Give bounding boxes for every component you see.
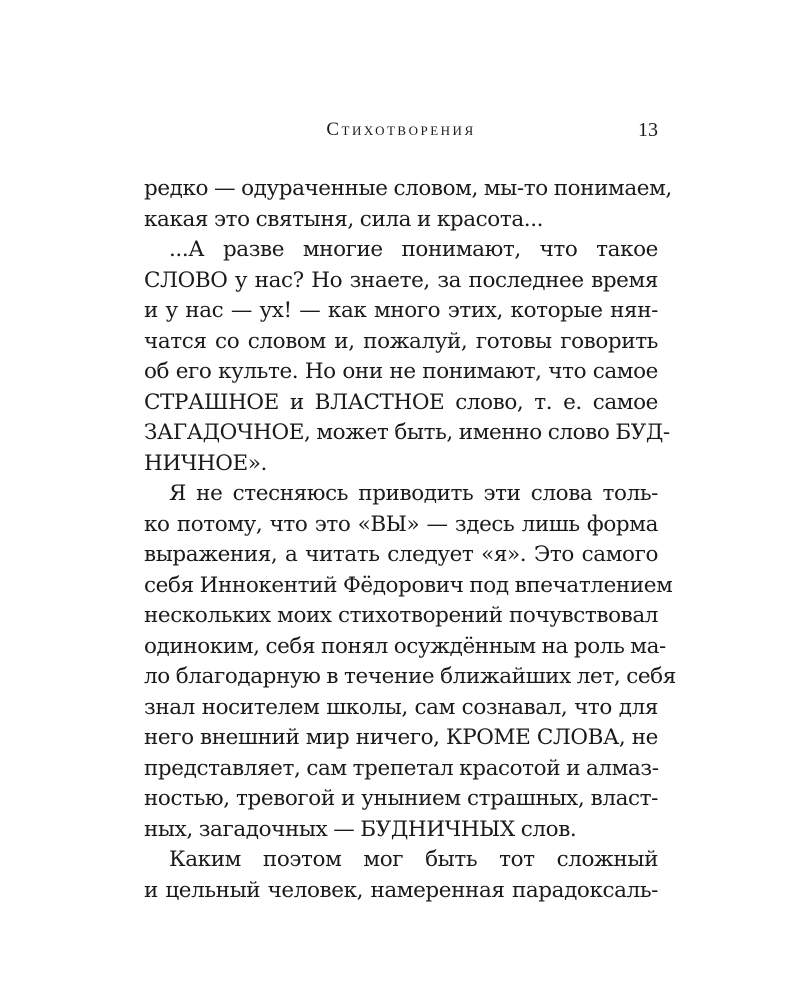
text-line: себя Иннокентий Фёдорович под впечатлением — [144, 572, 673, 598]
text-line: Каким поэтом мог быть тот сложный — [169, 847, 658, 872]
running-header — [144, 118, 658, 142]
text-line: выражения, а читать следует «я». Это самого — [144, 542, 658, 567]
text-line: какая это святыня, сила и красота... — [144, 206, 544, 232]
text-line: ...А разве многие понимают, что такое — [169, 237, 658, 262]
text-line: НИЧНОЕ». — [144, 450, 267, 476]
text-line: об его культе. Но они не понимают, что самое — [144, 359, 658, 384]
text-line: ло благодарную в течение ближайших лет, себя — [144, 664, 676, 689]
text-line: редко — одураченные словом, мы-то понимаем, — [144, 176, 672, 201]
text-line: и у нас — ух! — как много этих, которые нян- — [144, 298, 658, 323]
text-line: нескольких моих стихотворений почувствовал — [144, 603, 658, 628]
text-line: СЛОВО у нас? Но знаете, за последнее время — [144, 267, 658, 293]
text-line: представляет, сам трепетал красотой и алмаз- — [144, 755, 659, 781]
text-line: Я не стесняюсь приводить эти слова толь- — [169, 481, 658, 506]
body-text — [144, 174, 676, 906]
running-title: Стихотворения — [326, 119, 476, 140]
text-line: него внешний мир ничего, КРОМЕ СЛОВА, не — [144, 725, 658, 750]
text-line: СТРАШНОЕ и ВЛАСТНОЕ слово, т. е. самое — [144, 389, 658, 415]
text-line: и цельный человек, намеренная парадоксаль- — [144, 877, 658, 903]
text-line: ЗАГАДОЧНОЕ, может быть, именно слово БУД- — [144, 420, 670, 445]
text-line: ностью, тревогой и унынием страшных, власт- — [144, 786, 658, 811]
text-line: ных, загадочных — БУДНИЧНЫХ слов. — [144, 816, 577, 842]
text-line: ко потому, что это «ВЫ» — здесь лишь форма — [144, 511, 658, 537]
text-line: знал носителем школы, сам сознавал, что для — [144, 694, 658, 720]
text-line: чатся со словом и, пожалуй, готовы говорить — [144, 328, 658, 354]
page-number: 13 — [638, 119, 658, 141]
text-line: одиноким, себя понял осуждённым на роль ма- — [144, 633, 666, 659]
